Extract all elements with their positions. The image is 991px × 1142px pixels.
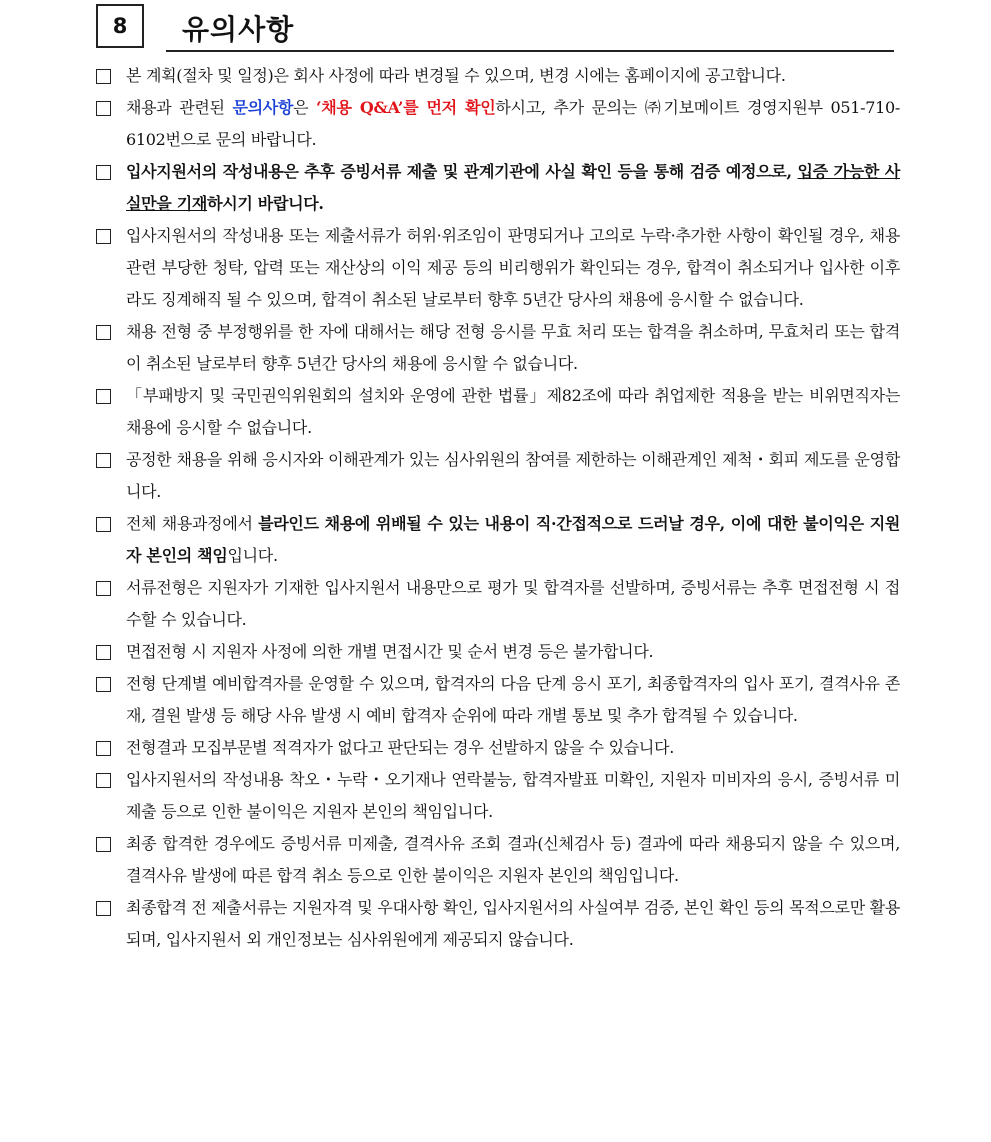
notice-item (94, 668, 900, 732)
notice-text: 입사지원서의 작성내용 착오・누락・오기재나 연락불능, 합격자발표 미확인, 지원자 미비자의 응시, 증빙서류 미제출 등으로 인한 불이익은 지원자 본인의 책임입니다. (126, 770, 900, 821)
notice-text: 하시고, 추가 문의는 ㈜기보메이트 경영지원부 051-710-6102번으로 문의 바랍니다. (126, 98, 900, 149)
notice-text: 전체 채용과정에서 (126, 514, 259, 533)
notice-text: 최종 합격한 경우에도 증빙서류 미제출, 결격사유 조회 결과(신체검사 등) 결과에 따라 채용되지 않을 수 있으며, 결격사유 발생에 따른 합격 취소 등으로 인한 불이익은 지원자 본인의 책임입니다. (126, 834, 900, 885)
checkbox-square-icon (96, 229, 111, 244)
checkbox-square-icon (96, 389, 111, 404)
section-number: 8 (96, 4, 144, 48)
notice-item (94, 316, 900, 380)
title-underline (166, 50, 894, 52)
notice-item (94, 764, 900, 828)
notice-item (94, 380, 900, 444)
notice-list (94, 60, 900, 956)
checkbox-square-icon (96, 581, 111, 596)
checkbox-square-icon (96, 677, 111, 692)
notice-text: 최종합격 전 제출서류는 지원자격 및 우대사항 확인, 입사지원서의 사실여부 검증, 본인 확인 등의 목적으로만 활용되며, 입사지원서 외 개인정보는 심사위원에게 제공되지 않습니다. (126, 898, 900, 949)
notice-text: 서류전형은 지원자가 기재한 입사지원서 내용만으로 평가 및 합격자를 선발하며, 증빙서류는 추후 면접전형 시 접수할 수 있습니다. (126, 578, 900, 629)
notice-text: 면접전형 시 지원자 사정에 의한 개별 면접시간 및 순서 변경 등은 불가합니다. (126, 642, 654, 661)
notice-item (94, 444, 900, 508)
notice-item (94, 892, 900, 956)
checkbox-square-icon (96, 165, 111, 180)
checkbox-square-icon (96, 901, 111, 916)
notice-text: 본 계획(절차 및 일정)은 회사 사정에 따라 변경될 수 있으며, 변경 시에는 홈페이지에 공고합니다. (126, 66, 786, 85)
checkbox-square-icon (96, 453, 111, 468)
notice-text: 채용과 관련된 (126, 98, 233, 117)
checkbox-square-icon (96, 69, 111, 84)
notice-text: 채용 전형 중 부정행위를 한 자에 대해서는 해당 전형 응시를 무효 처리 또는 합격을 취소하며, 무효처리 또는 합격이 취소된 날로부터 향후 5년간 당사의 채용에 응시할 수 없습니다. (126, 322, 900, 373)
checkbox-square-icon (96, 837, 111, 852)
notice-text: 입증 가능한 사실만을 기재 (126, 162, 900, 213)
checkbox-square-icon (96, 645, 111, 660)
checkbox-square-icon (96, 517, 111, 532)
notice-text: 은 (293, 98, 317, 117)
notice-text: 하시기 바랍니다. (207, 194, 324, 213)
notice-text: 공정한 채용을 위해 응시자와 이해관계가 있는 심사위원의 참여를 제한하는 이해관계인 제척・회피 제도를 운영합니다. (126, 450, 900, 501)
section-header (96, 4, 894, 52)
notice-item (94, 732, 900, 764)
section-title: 유의사항 (182, 13, 295, 46)
notice-text: 입사지원서의 작성내용은 추후 증빙서류 제출 및 관계기관에 사실 확인 등을 통해 검증 예정으로, (126, 162, 798, 181)
notice-item (94, 60, 900, 92)
notice-text: 전형결과 모집부문별 적격자가 없다고 판단되는 경우 선발하지 않을 수 있습니다. (126, 738, 675, 757)
notice-item (94, 572, 900, 636)
notice-item (94, 636, 900, 668)
notice-text: 전형 단계별 예비합격자를 운영할 수 있으며, 합격자의 다음 단계 응시 포기, 최종합격자의 입사 포기, 결격사유 존재, 결원 발생 등 해당 사유 발생 시 예비 합격자 순위에 따라 개별 통보 및 추가 합격될 수 있습니다. (126, 674, 900, 725)
checkbox-square-icon (96, 773, 111, 788)
notice-text: 블라인드 채용에 위배될 수 있는 내용이 직·간접적으로 드러날 경우, 이에 대한 불이익은 지원자 본인의 책임 (126, 514, 900, 565)
notice-item (94, 92, 900, 156)
notice-item (94, 828, 900, 892)
checkbox-square-icon (96, 101, 111, 116)
notice-text: 문의사항 (232, 98, 294, 117)
notice-item (94, 220, 900, 316)
notice-text: 입니다. (227, 546, 278, 565)
notice-item (94, 156, 900, 220)
notice-item (94, 508, 900, 572)
notice-text: 입사지원서의 작성내용 또는 제출서류가 허위·위조임이 판명되거나 고의로 누락·추가한 사항이 확인될 경우, 채용 관련 부당한 청탁, 압력 또는 재산상의 이익 제공 등의 비리행위가 확인되는 경우, 합격이 취소되거나 입사한 이후라도 징계해직 될 수 있으며, 합격이 취소된 날로부터 향후 5년간 당사의 채용에 응시할 수 없습니다. (126, 226, 900, 309)
notice-text: ‘채용 Q&A’를 먼저 확인 (316, 98, 496, 117)
checkbox-square-icon (96, 325, 111, 340)
checkbox-square-icon (96, 741, 111, 756)
notice-text: 「부패방지 및 국민권익위원회의 설치와 운영에 관한 법률」제82조에 따라 취업제한 적용을 받는 비위면직자는 채용에 응시할 수 없습니다. (126, 386, 900, 437)
